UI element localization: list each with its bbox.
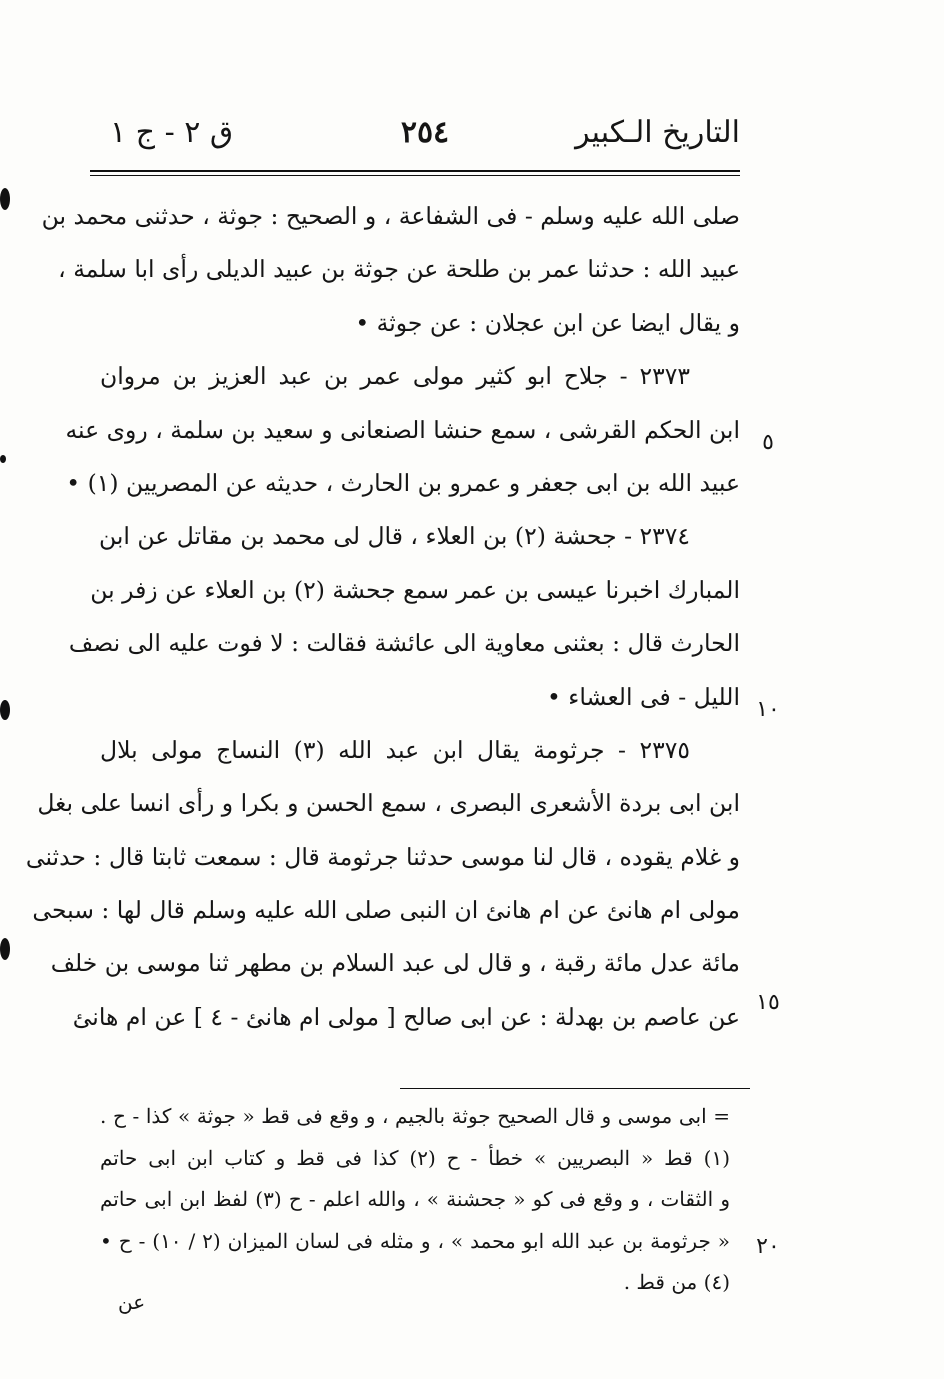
text-line: مولى ام هانئ عن ام هانئ ان النبى صلى الله عليه وسلم قال لها : سبحى [32, 896, 740, 925]
line-number-20: ٢٠ [756, 1234, 780, 1259]
entry-heading-2375: ٢٣٧٥ - جرثومة يقال ابن عبد الله (٣) النساج مولى بلال [100, 735, 690, 764]
text-line: الحارث قال : بعثنى معاوية الى عائشة فقالت : لا فوت عليه الى نصف [68, 629, 740, 658]
text-line: و غلام يقوده ، قال لنا موسى حدثنا جرثومة قال : سمعت ثابتا قال : حدثنى [25, 842, 740, 871]
line-number-15: ١٥ [756, 990, 780, 1015]
scan-speck [0, 700, 10, 720]
text-line: صلى الله عليه وسلم - فى الشفاعة ، و الصحيح : جوثة ، حدثنى محمد بن [41, 202, 740, 230]
text-line: الليل - فى العشاء • [546, 682, 740, 711]
catchword: عن [118, 1290, 146, 1314]
text-line: ابن ابى بردة الأشعرى البصرى ، سمع الحسن و بكرا و رأى انسا على بغل [37, 789, 740, 818]
text-line: المبارك اخبرنا عيسى بن عمر سمع جحشة (٢) بن العلاء عن زفر بن [90, 575, 740, 604]
footnote-line: (١) قط « البصريين » خطأ - ح (٢) كذا فى قط و كتاب ابن ابى حاتم [100, 1145, 730, 1170]
text-line: ابن الحكم القرشى ، سمع حنشا الصنعانى و سعيد بن سلمة ، روى عنه [65, 415, 740, 444]
header-rule [90, 170, 740, 172]
book-title: التاريخ الـكبير [575, 115, 740, 150]
text-line: عبيد الله بن ابى جعفر و عمرو بن الحارث ، حديثه عن المصريين (١) • [66, 468, 740, 497]
page-number: ٢٥٤ [400, 115, 450, 150]
main-text [25, 190, 740, 1044]
header-rule-thin [90, 175, 740, 176]
text-line: و يقال ايضا عن ابن عجلان : عن جوثة • [355, 308, 740, 337]
text-line: عبيد الله : حدثنا عمر بن طلحة عن جوثة بن عبيد الديلى رأى ابا سلمة ، [58, 255, 740, 284]
line-number-5: ٥ [762, 430, 774, 455]
line-number-10: ١٠ [756, 697, 780, 722]
scan-speck [0, 455, 6, 463]
entry-heading-2374: ٢٣٧٤ - جحشة (٢) بن العلاء ، قال لى محمد بن مقاتل عن ابن [98, 522, 690, 551]
footnote-rule [400, 1088, 750, 1089]
text-line: مائة عدل مائة رقبة ، و قال لى عبد السلام بن مطهر ثنا موسى بن خلف [50, 949, 740, 978]
volume-part: ق ٢ - ج ١ [110, 115, 234, 150]
footnote-line: و الثقات ، و وقع فى كو « جحشنة » ، والله اعلم - ح (٣) لفظ ابن ابى حاتم [100, 1187, 730, 1211]
footnote-line: = ابى موسى و قال الصحيح جوثة بالجيم ، و وقع فى قط « جوثة » كذا - ح . [100, 1104, 730, 1128]
footnote-line: (٤) من قط . [623, 1270, 730, 1294]
footnotes [100, 1096, 730, 1304]
scan-speck [0, 188, 10, 210]
entry-heading-2373: ٢٣٧٣ - جلاح ابو كثير مولى عمر بن عبد العزيز بن مروان [100, 362, 690, 391]
running-header [110, 108, 740, 158]
footnote-line: « جرثومة بن عبد الله ابو محمد » ، و مثله فى لسان الميزان (٢ / ١٠) - ح • [100, 1228, 731, 1253]
scan-speck [0, 938, 10, 960]
text-line: عن عاصم بن بهدلة : عن ابى صالح [ مولى ام هانئ - ٤ ] عن ام هانئ [72, 1002, 740, 1031]
